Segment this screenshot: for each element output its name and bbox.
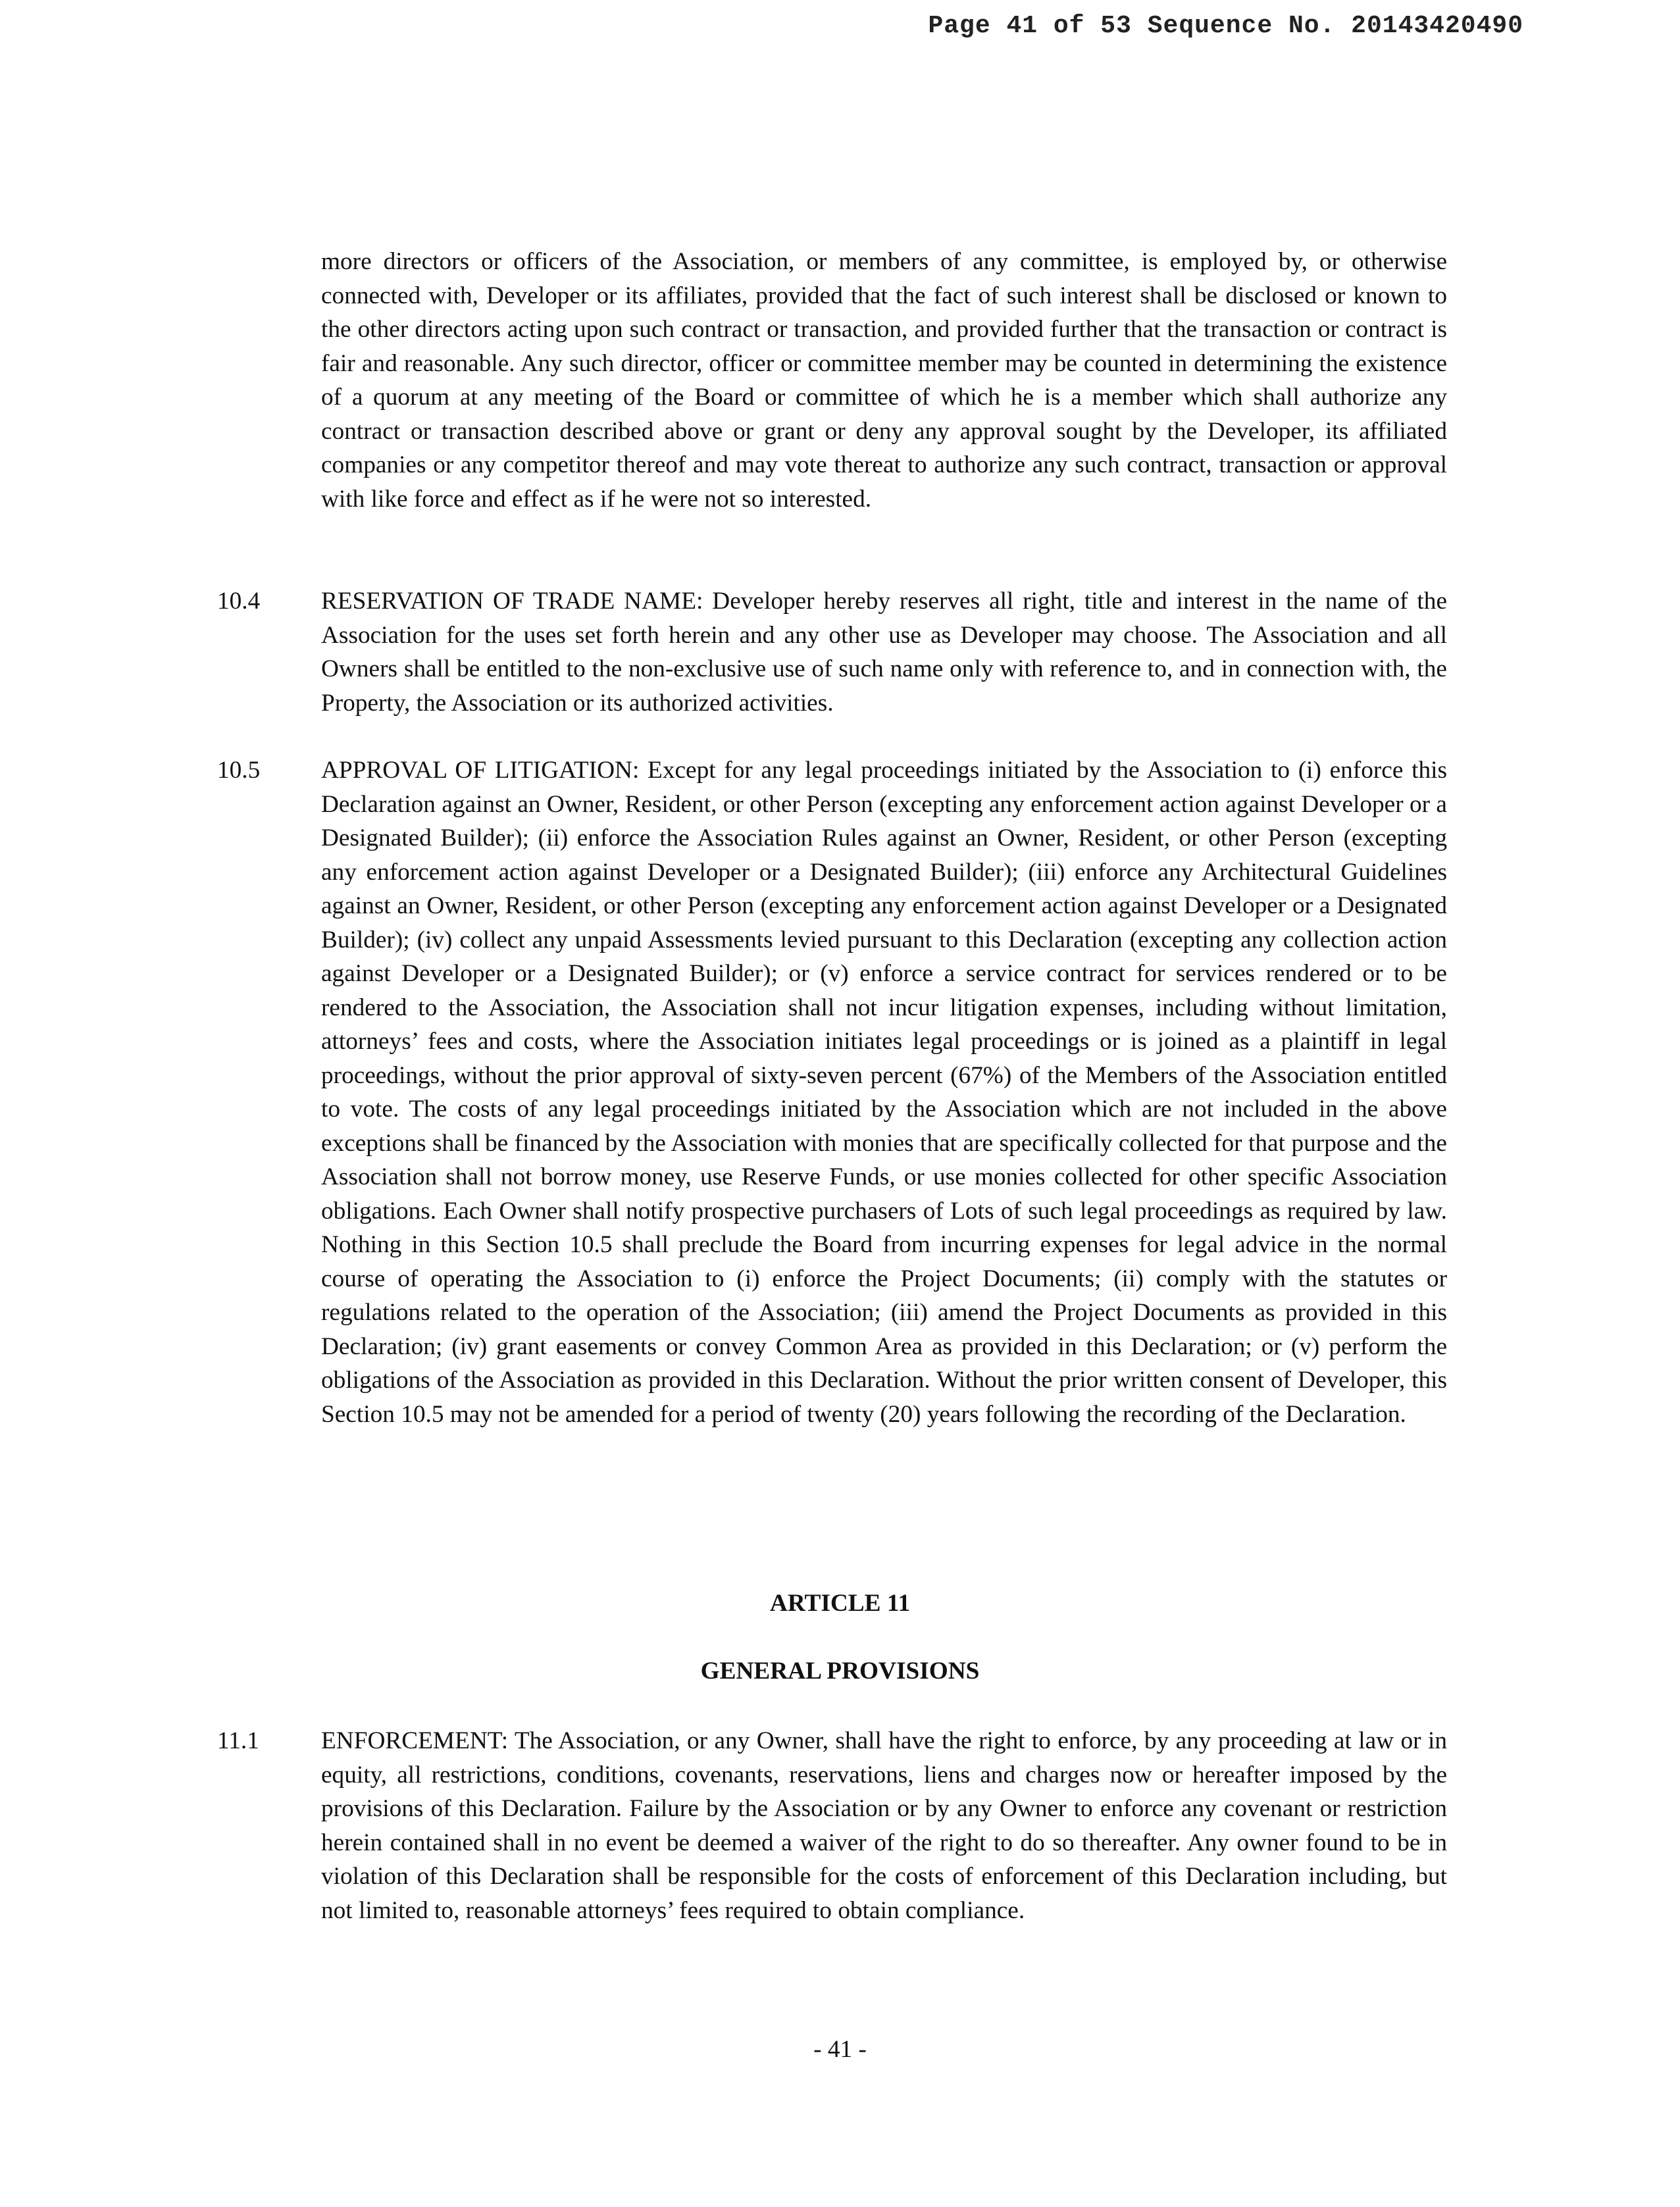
section-text: ENFORCEMENT: The Association, or any Owner, shall have the right to enforce, by any proceeding at law or in equity, all restrictions, conditions, covenants, reservations, liens and charges now or hereafter imposed by the provisions of this Declaration. Failure by the Association or by any Owner to enforce any covenant or restriction herein contained shall in no event be deemed a waiver of the right to do so thereafter. Any owner found to be in violation of this Declaration shall be responsible for the costs of enforcement of this Declaration including, but not limited to, reasonable attorneys’ fees required to obtain compliance. [321, 1727, 1447, 1924]
section-number: 10.5 [217, 757, 261, 784]
article-subtitle: GENERAL PROVISIONS [700, 1658, 980, 1685]
section-10-5 [217, 753, 1447, 1431]
page-sequence-stamp: Page 41 of 53 Sequence No. 20143420490 [928, 12, 1523, 40]
section-10-4 [217, 584, 1447, 720]
page-number: - 41 - [813, 2036, 867, 2063]
article-title: ARTICLE 11 [769, 1590, 911, 1617]
section-number: 10.4 [217, 588, 261, 615]
section-11-1 [217, 1724, 1447, 1927]
section-text: APPROVAL OF LITIGATION: Except for any legal proceedings initiated by the Association to (i) enforce this Declaration against an Owner, Resident, or other Person (excepting any enforcement action against Developer or a Designated Builder); (ii) enforce the Association Rules against an Owner, Resident, or other Person (excepting any enforcement action against Developer or a Designated Builder); (iii) enforce any Architectural Guidelines against an Owner, Resident, or other Person (excepting any enforcement action against Developer or a Designated Builder); (iv) collect any unpaid Assessments levied pursuant to this Declaration (excepting any collection action against Developer or a Designated Builder); or (v) enforce a service contract for services rendered or to be rendered to the Association, the Association shall not incur litigation expenses, including without limitation, attorneys’ fees and costs, where the Association initiates legal proceedings or is joined as a plaintiff in legal proceedings, without the prior approval of sixty-seven percent (67%) of the Members of the Association entitled to vote. The costs of any legal proceedings initiated by the Association which are not included in the above exceptions shall be financed by the Association with monies that are specifically collected for that purpose and the Association shall not borrow money, use Reserve Funds, or use monies collected for other specific Association obligations. Each Owner shall notify prospective purchasers of Lots of such legal proceedings as required by law. Nothing in this Section 10.5 shall preclude the Board from incurring expenses for legal advice in the normal course of operating the Association to (i) enforce the Project Documents; (ii) comply with the statutes or regulations related to the operation of the Association; (iii) amend the Project Documents as provided in this Declaration; (iv) grant easements or convey Common Area as provided in this Declaration; or (v) perform the obligations of the Association as provided in this Declaration. Without the prior written consent of Developer, this Section 10.5 may not be amended for a period of twenty (20) years following the recording of the Declaration. [321, 757, 1447, 1428]
section-number: 11.1 [217, 1727, 259, 1754]
continuation-paragraph: more directors or officers of the Association, or members of any committee, is employed by, or otherwise connected with, Developer or its affiliates, provided that the fact of such interest shall be disclosed or known to the other directors acting upon such contract or transaction, and provided further that the transaction or contract is fair and reasonable. Any such director, officer or committee member may be counted in determining the existence of a quorum at any meeting of the Board or committee of which he is a member which shall authorize any contract or transaction described above or grant or deny any approval sought by the Developer, its affiliated companies or any competitor thereof and may vote thereat to authorize any such contract, transaction or approval with like force and effect as if he were not so interested. [321, 248, 1447, 513]
section-text: RESERVATION OF TRADE NAME: Developer hereby reserves all right, title and interest in the name of the Association for the uses set forth herein and any other use as Developer may choose. The Association and all Owners shall be entitled to the non-exclusive use of such name only with reference to, and in connection with, the Property, the Association or its authorized activities. [321, 588, 1447, 717]
